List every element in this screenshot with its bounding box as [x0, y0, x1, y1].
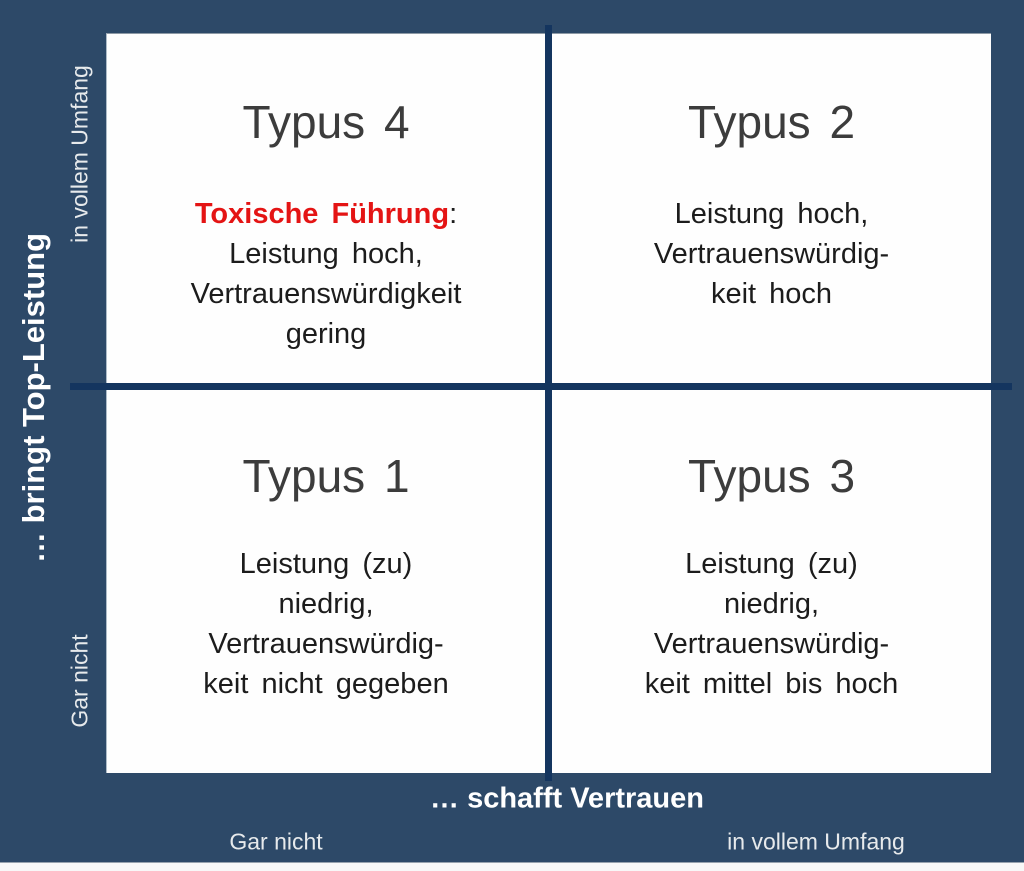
body-line: Vertrauenswürdigkeit	[190, 278, 462, 310]
quadrant-typus-4	[106, 33, 546, 383]
quadrant-typus-3	[552, 390, 991, 773]
body-line: keit hoch	[710, 278, 833, 310]
quadrant-typus-1	[106, 390, 546, 773]
quadrant-typus-2	[552, 33, 991, 383]
y-axis-min-label: Gar nicht	[66, 634, 93, 728]
body-line: Leistung (zu)	[239, 548, 413, 580]
body-line: Vertrauenswürdig-	[653, 628, 890, 660]
body-line: Leistung (zu)	[685, 548, 858, 580]
x-axis-max-label: in vollem Umfang	[727, 828, 905, 855]
x-axis-title: … schafft Vertrauen	[430, 782, 704, 815]
quadrant-title: Typus 2	[687, 96, 856, 148]
highlight-line	[106, 194, 546, 234]
quadrant-body	[106, 544, 546, 704]
body-line: Vertrauenswürdig-	[653, 238, 890, 270]
x-axis-divider-line	[545, 25, 552, 781]
body-line: niedrig,	[723, 588, 820, 620]
y-axis-title: … bringt Top-Leistung	[16, 232, 51, 564]
quadrant-body	[552, 544, 991, 704]
quadrant-title: Typus 3	[687, 450, 856, 502]
quadrant-body	[552, 194, 991, 314]
body-line: Leistung hoch,	[229, 238, 423, 270]
body-line: Vertrauenswürdig-	[208, 628, 444, 660]
quadrant-body	[106, 194, 546, 354]
y-axis-divider-line	[70, 383, 1012, 390]
highlight-suffix: :	[449, 198, 458, 230]
body-line: niedrig,	[278, 588, 374, 620]
x-axis-min-label: Gar nicht	[229, 828, 323, 855]
body-line: keit mittel bis hoch	[644, 668, 899, 700]
slide-bottom-strip	[0, 862, 1024, 871]
toxic-leadership-highlight: Toxische Führung	[194, 198, 450, 230]
body-line: keit nicht gegeben	[203, 668, 449, 700]
y-axis-max-label: in vollem Umfang	[66, 65, 93, 243]
body-line: gering	[285, 318, 367, 350]
quadrant-title: Typus 1	[242, 450, 410, 502]
body-line: Leistung hoch,	[674, 198, 869, 230]
quadrant-title: Typus 4	[242, 96, 410, 148]
